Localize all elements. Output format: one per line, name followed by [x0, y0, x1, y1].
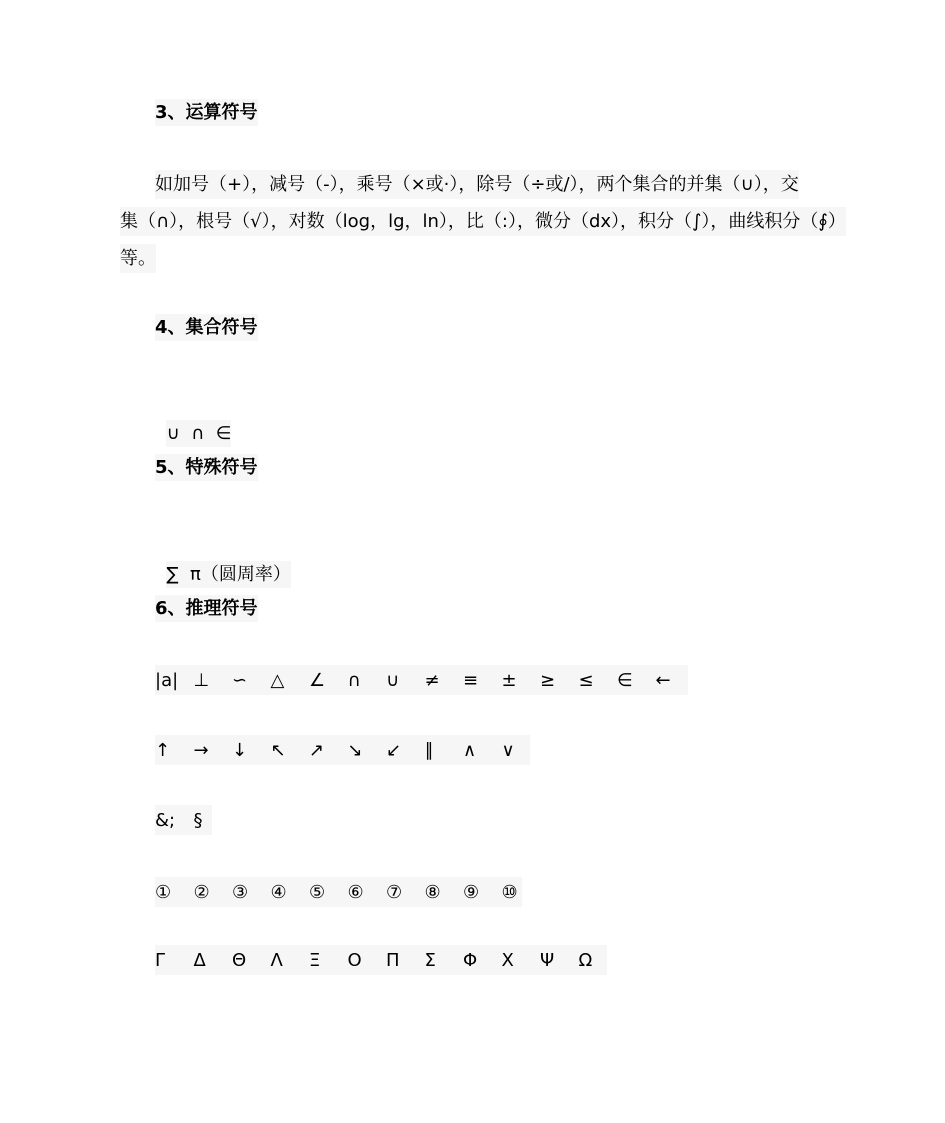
symbol: |a| — [155, 669, 179, 691]
operator-paragraph — [120, 166, 846, 277]
symbol: ∩ — [347, 669, 361, 691]
symbol: Φ — [463, 949, 478, 971]
circled-numbers-row — [155, 877, 522, 907]
section-3-heading: 3、运算符号 — [155, 95, 258, 131]
section-6-heading: 6、推理符号 — [155, 591, 258, 627]
symbol: ∠ — [309, 669, 326, 691]
symbol: § — [193, 809, 203, 831]
symbol: ↓ — [232, 739, 248, 761]
symbol: △ — [270, 669, 285, 691]
reasoning-symbols-row-2 — [155, 735, 530, 765]
symbol: ∈ — [617, 669, 633, 691]
special-symbols: ∑ π（圆周率） — [155, 521, 291, 593]
symbol: Λ — [270, 949, 283, 971]
symbol: ⑦ — [386, 881, 403, 903]
symbol: Ξ — [309, 949, 321, 971]
symbol: → — [193, 739, 209, 761]
symbol: ↙ — [386, 739, 402, 761]
symbol: ⑩ — [501, 881, 518, 903]
symbol: ↑ — [155, 739, 171, 761]
symbol: ∧ — [463, 739, 477, 761]
symbol: ↘ — [347, 739, 363, 761]
paragraph-line-3: 等。 — [120, 240, 840, 277]
symbol: ⑨ — [463, 881, 480, 903]
symbol: ∽ — [232, 669, 248, 691]
section-4-heading: 4、集合符号 — [155, 310, 258, 346]
symbol: ≠ — [424, 669, 440, 691]
symbol: ① — [155, 881, 172, 903]
symbol: ∨ — [501, 739, 515, 761]
symbol: ± — [501, 669, 517, 691]
symbol: ⑥ — [347, 881, 364, 903]
symbol: Ψ — [540, 949, 555, 971]
symbol: Δ — [193, 949, 206, 971]
symbol: Σ — [424, 949, 436, 971]
symbol: Θ — [232, 949, 247, 971]
symbol: Ο — [347, 949, 362, 971]
greek-letters-row — [155, 945, 607, 975]
symbol: ⑤ — [309, 881, 326, 903]
symbol: ∪ — [386, 669, 400, 691]
symbol: Ω — [578, 949, 593, 971]
reasoning-symbols-row-1 — [155, 665, 688, 695]
paragraph-line-2: 集（∩），根号（√），对数（log，lg，ln），比（:），微分（dx），积分（∫），曲线积分（∮） — [120, 203, 840, 240]
set-symbols: ∪ ∩ ∈ — [155, 380, 231, 452]
symbol: ≡ — [463, 669, 479, 691]
symbol: ∥ — [424, 739, 434, 761]
symbol: Χ — [501, 949, 514, 971]
reasoning-symbols-row-3 — [155, 805, 212, 835]
symbol: ≥ — [540, 669, 556, 691]
paragraph-line-1: 如加号（+），减号（-），乘号（×或·），除号（÷或/），两个集合的并集（∪），交 — [120, 166, 840, 203]
symbol: ④ — [270, 881, 287, 903]
symbol: ② — [193, 881, 210, 903]
symbol: Γ — [155, 949, 166, 971]
symbol: &; — [155, 809, 176, 831]
symbol: ≤ — [578, 669, 594, 691]
symbol: ↖ — [270, 739, 286, 761]
symbol: ③ — [232, 881, 249, 903]
symbol: ↗ — [309, 739, 325, 761]
symbol: ← — [655, 669, 671, 691]
section-5-heading: 5、特殊符号 — [155, 450, 258, 486]
symbol: Π — [386, 949, 400, 971]
symbol: ⊥ — [193, 669, 210, 691]
symbol: ⑧ — [424, 881, 441, 903]
